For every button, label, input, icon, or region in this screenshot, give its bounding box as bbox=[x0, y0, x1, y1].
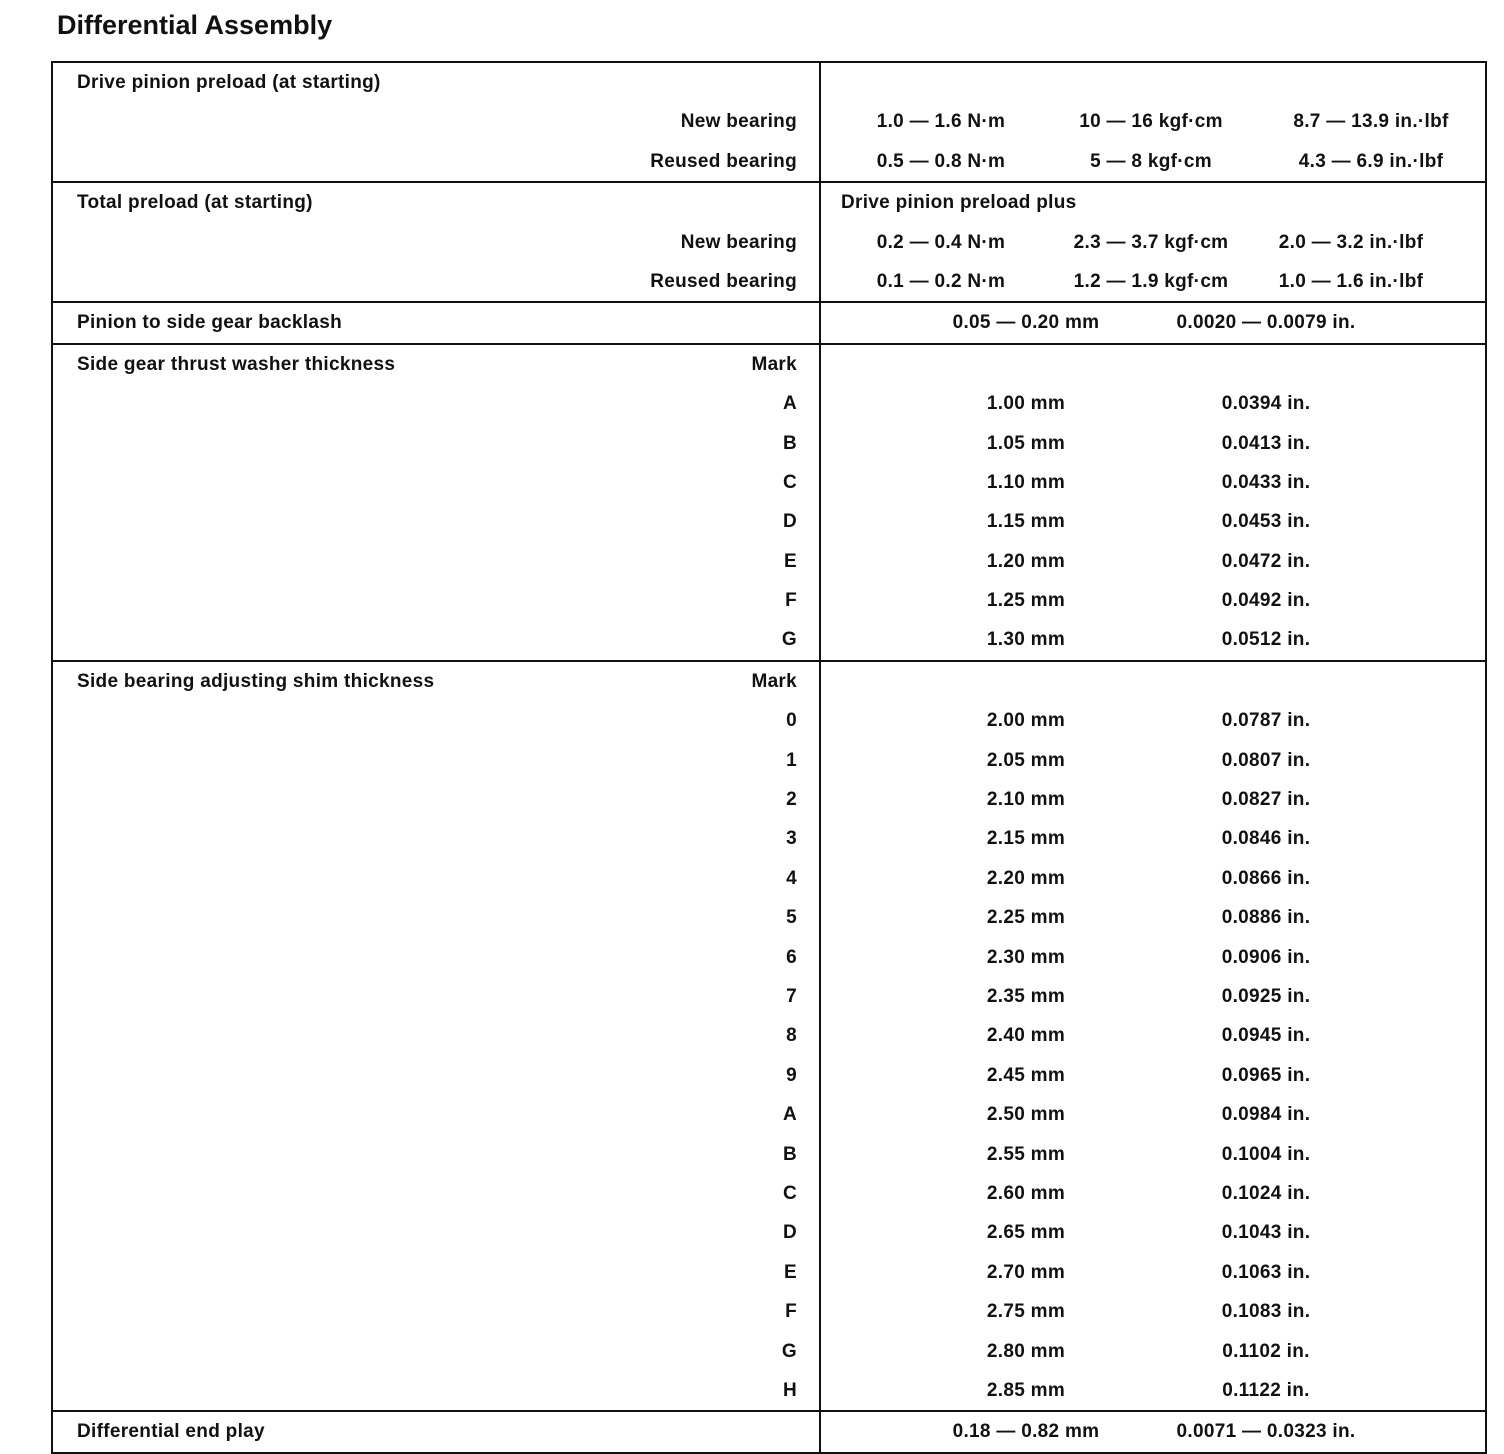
mark-value: 0 bbox=[786, 710, 797, 732]
spec-table bbox=[51, 61, 1487, 1454]
table-row bbox=[821, 1292, 1485, 1331]
value-row bbox=[821, 102, 1485, 141]
mark-value: C bbox=[782, 471, 797, 493]
table-row bbox=[821, 1135, 1485, 1174]
value-in: 0.1083 in. bbox=[1221, 1301, 1311, 1323]
table-row bbox=[821, 701, 1485, 740]
value-mm: 2.20 mm bbox=[986, 867, 1066, 889]
section-thrust-washer bbox=[53, 345, 1485, 662]
value-mm: 1.25 mm bbox=[986, 590, 1066, 612]
table-row bbox=[821, 1056, 1485, 1095]
value-mm: 0.05 — 0.20 mm bbox=[952, 312, 1100, 334]
mark-value: 3 bbox=[786, 828, 797, 850]
table-row bbox=[821, 542, 1485, 581]
value-in: 0.0925 in. bbox=[1221, 985, 1311, 1007]
value-mm: 2.40 mm bbox=[986, 1025, 1066, 1047]
value-nm: 0.5 — 0.8 N·m bbox=[876, 150, 1006, 172]
section-label: Drive pinion preload (at starting) bbox=[77, 72, 381, 93]
value-in: 0.0433 in. bbox=[1221, 471, 1311, 493]
section-label: Side gear thrust washer thickness bbox=[77, 353, 396, 375]
value-row bbox=[821, 262, 1485, 301]
value-in: 0.0886 in. bbox=[1221, 907, 1311, 929]
value-mm: 2.15 mm bbox=[986, 828, 1066, 850]
value-kgf: 2.3 — 3.7 kgf·cm bbox=[1073, 231, 1229, 253]
value-in: 0.0945 in. bbox=[1221, 1025, 1311, 1047]
section-total-preload bbox=[53, 183, 1485, 303]
value-kgf: 1.2 — 1.9 kgf·cm bbox=[1073, 270, 1229, 292]
value-mm: 2.55 mm bbox=[986, 1143, 1066, 1165]
value-in: 0.0866 in. bbox=[1221, 867, 1311, 889]
value-inlbf: 4.3 — 6.9 in.·lbf bbox=[1298, 150, 1444, 172]
table-row bbox=[821, 741, 1485, 780]
value-nm: 0.2 — 0.4 N·m bbox=[876, 231, 1006, 253]
mark-value: 2 bbox=[786, 789, 797, 811]
section-shim bbox=[53, 662, 1485, 1412]
value-in: 0.0472 in. bbox=[1221, 550, 1311, 572]
row-label: Reused bearing bbox=[650, 270, 797, 292]
table-row bbox=[821, 898, 1485, 937]
table-row bbox=[821, 1253, 1485, 1292]
value-mm: 1.30 mm bbox=[986, 629, 1066, 651]
value-mm: 1.15 mm bbox=[986, 511, 1066, 533]
row-label: New bearing bbox=[680, 231, 797, 253]
row-label: New bearing bbox=[680, 111, 797, 133]
section-label: Pinion to side gear backlash bbox=[77, 312, 342, 334]
value-kgf: 10 — 16 kgf·cm bbox=[1079, 111, 1223, 133]
value-mm: 2.50 mm bbox=[986, 1104, 1066, 1126]
value-mm: 2.05 mm bbox=[986, 749, 1066, 771]
value-mm: 1.20 mm bbox=[986, 550, 1066, 572]
value-in: 0.0906 in. bbox=[1221, 946, 1311, 968]
value-mm: 0.18 — 0.82 mm bbox=[952, 1421, 1100, 1443]
value-mm: 2.25 mm bbox=[986, 907, 1066, 929]
value-mm: 2.65 mm bbox=[986, 1222, 1066, 1244]
section-end-play bbox=[53, 1412, 1485, 1451]
value-mm: 1.00 mm bbox=[986, 393, 1066, 415]
value-in: 0.0492 in. bbox=[1221, 590, 1311, 612]
value-in: 0.0827 in. bbox=[1221, 789, 1311, 811]
table-row bbox=[821, 620, 1485, 659]
table-row bbox=[821, 424, 1485, 463]
table-row bbox=[821, 581, 1485, 620]
value-mm: 2.35 mm bbox=[986, 985, 1066, 1007]
value-in: 0.0787 in. bbox=[1221, 710, 1311, 732]
mark-value: F bbox=[785, 1301, 797, 1323]
value-mm: 2.45 mm bbox=[986, 1064, 1066, 1086]
value-in: 0.1024 in. bbox=[1221, 1182, 1311, 1204]
mark-value: 5 bbox=[786, 907, 797, 929]
value-in: 0.0965 in. bbox=[1221, 1064, 1311, 1086]
preload-note: Drive pinion preload plus bbox=[841, 192, 1077, 214]
table-row bbox=[821, 1213, 1485, 1252]
value-mm: 2.60 mm bbox=[986, 1182, 1066, 1204]
value-in: 0.0394 in. bbox=[1221, 393, 1311, 415]
value-in: 0.0413 in. bbox=[1221, 432, 1311, 454]
value-inlbf: 1.0 — 1.6 in.·lbf bbox=[1278, 270, 1424, 292]
value-mm: 2.80 mm bbox=[986, 1340, 1066, 1362]
value-in: 0.0020 — 0.0079 in. bbox=[1176, 312, 1356, 334]
value-in: 0.1122 in. bbox=[1222, 1379, 1310, 1401]
table-row bbox=[821, 1095, 1485, 1134]
value-mm: 1.10 mm bbox=[986, 471, 1066, 493]
value-mm: 2.70 mm bbox=[986, 1261, 1066, 1283]
mark-value: 9 bbox=[786, 1064, 797, 1086]
mark-value: G bbox=[781, 1340, 797, 1362]
mark-value: 7 bbox=[786, 985, 797, 1007]
mark-value: 1 bbox=[786, 749, 797, 771]
mark-header: Mark bbox=[751, 353, 797, 375]
value-kgf: 5 — 8 kgf·cm bbox=[1090, 150, 1212, 172]
value-mm: 2.10 mm bbox=[986, 789, 1066, 811]
table-row bbox=[821, 780, 1485, 819]
mark-value: 6 bbox=[786, 946, 797, 968]
section-label: Differential end play bbox=[77, 1421, 265, 1443]
row-label: Reused bearing bbox=[650, 150, 797, 172]
table-row bbox=[821, 977, 1485, 1016]
value-mm: 2.75 mm bbox=[986, 1301, 1066, 1323]
mark-value: E bbox=[784, 550, 797, 572]
mark-value: D bbox=[782, 511, 797, 533]
mark-value: H bbox=[782, 1379, 797, 1401]
value-in: 0.0453 in. bbox=[1221, 511, 1311, 533]
mark-value: 8 bbox=[786, 1025, 797, 1047]
value-in: 0.0071 — 0.0323 in. bbox=[1176, 1421, 1356, 1443]
mark-value: D bbox=[782, 1222, 797, 1244]
value-in: 0.0846 in. bbox=[1221, 828, 1311, 850]
value-inlbf: 8.7 — 13.9 in.·lbf bbox=[1293, 111, 1449, 133]
value-in: 0.1063 in. bbox=[1221, 1261, 1311, 1283]
mark-value: 4 bbox=[786, 867, 797, 889]
table-row bbox=[821, 1174, 1485, 1213]
table-row bbox=[821, 1371, 1485, 1410]
table-row bbox=[821, 859, 1485, 898]
mark-value: E bbox=[784, 1261, 797, 1283]
section-backlash bbox=[53, 303, 1485, 344]
value-in: 0.1043 in. bbox=[1221, 1222, 1311, 1244]
mark-value: B bbox=[782, 1143, 797, 1165]
table-row bbox=[821, 938, 1485, 977]
value-mm: 2.00 mm bbox=[986, 710, 1066, 732]
table-row bbox=[821, 463, 1485, 502]
mark-value: B bbox=[782, 432, 797, 454]
value-in: 0.1102 in. bbox=[1222, 1340, 1310, 1362]
table-row bbox=[821, 1016, 1485, 1055]
mark-value: G bbox=[781, 629, 797, 651]
mark-value: A bbox=[782, 1104, 797, 1126]
section-label: Side bearing adjusting shim thickness bbox=[77, 670, 435, 692]
value-in: 0.1004 in. bbox=[1221, 1143, 1311, 1165]
value-in: 0.0512 in. bbox=[1221, 629, 1311, 651]
section-label: Total preload (at starting) bbox=[77, 192, 313, 214]
value-in: 0.0984 in. bbox=[1221, 1104, 1311, 1126]
value-row bbox=[821, 223, 1485, 262]
value-mm: 2.30 mm bbox=[986, 946, 1066, 968]
table-row bbox=[821, 1332, 1485, 1371]
table-row bbox=[821, 502, 1485, 541]
mark-value: C bbox=[782, 1182, 797, 1204]
table-row bbox=[821, 819, 1485, 858]
value-inlbf: 2.0 — 3.2 in.·lbf bbox=[1278, 231, 1424, 253]
mark-header: Mark bbox=[751, 670, 797, 692]
value-nm: 0.1 — 0.2 N·m bbox=[876, 270, 1006, 292]
value-row bbox=[821, 142, 1485, 181]
mark-value: F bbox=[785, 590, 797, 612]
value-mm: 1.05 mm bbox=[986, 432, 1066, 454]
section-drive-pinion-preload bbox=[53, 63, 1485, 183]
value-in: 0.0807 in. bbox=[1221, 749, 1311, 771]
page-title: Differential Assembly bbox=[57, 10, 333, 40]
value-mm: 2.85 mm bbox=[986, 1379, 1066, 1401]
value-nm: 1.0 — 1.6 N·m bbox=[876, 111, 1006, 133]
mark-value: A bbox=[782, 393, 797, 415]
table-row bbox=[821, 384, 1485, 423]
